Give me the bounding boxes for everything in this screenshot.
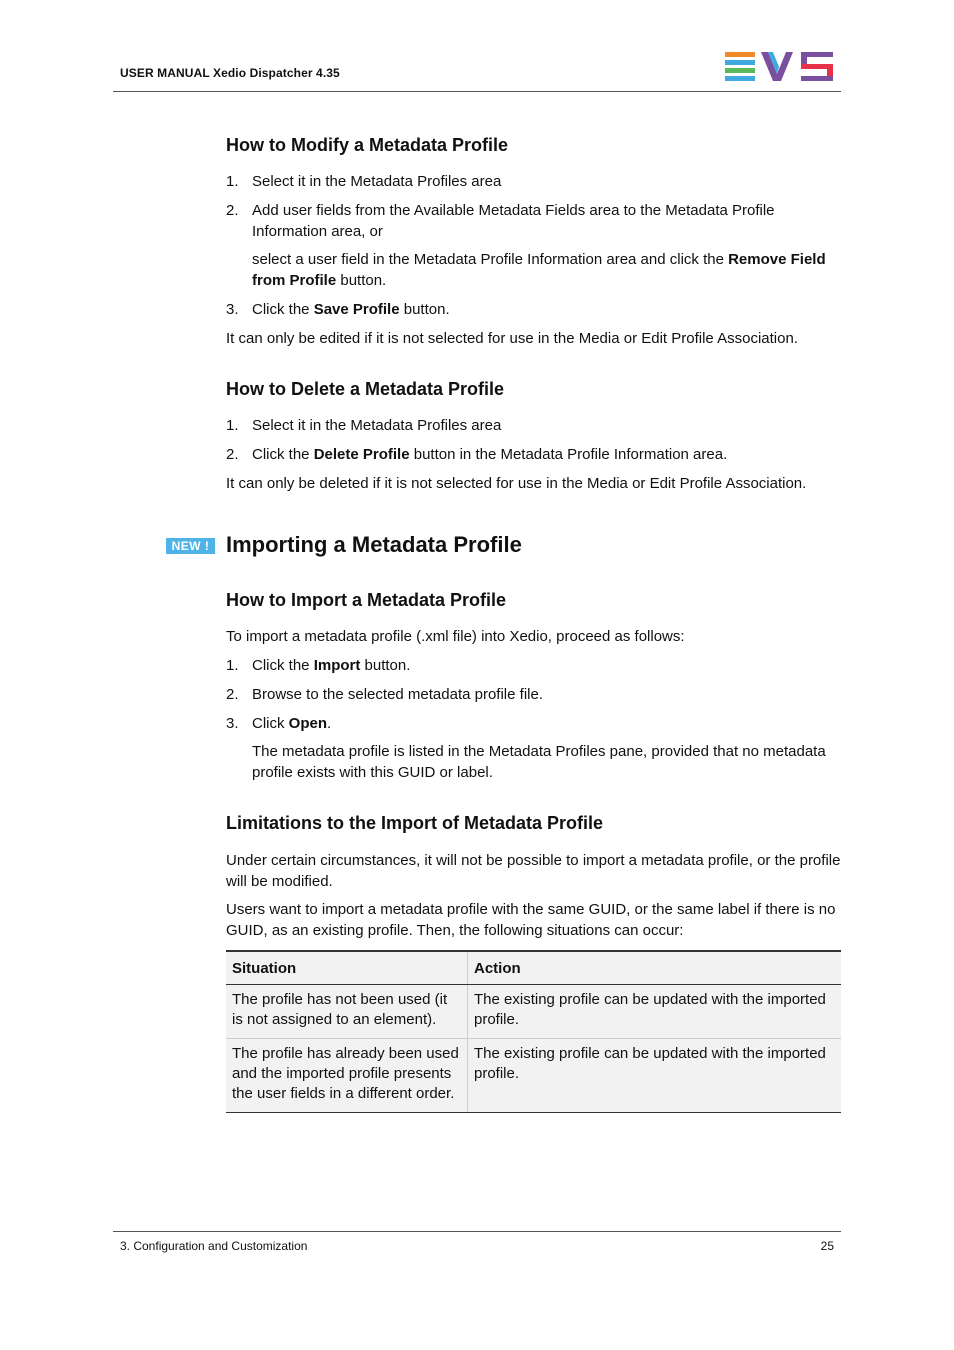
import-step-1: Click the Import button.	[252, 657, 411, 674]
page-number: 25	[820, 1239, 834, 1253]
table-cell: The existing profile can be updated with the imported profile.	[468, 1039, 842, 1113]
page-footer	[113, 1231, 841, 1253]
import-section-heading: Importing a Metadata Profile	[226, 532, 522, 557]
table-cell: The existing profile can be updated with the imported profile.	[468, 985, 842, 1039]
import-button-label: Import	[313, 657, 361, 674]
table-cell: The profile has not been used (it is not assigned to an element).	[226, 985, 468, 1039]
table-row	[226, 1039, 841, 1113]
table-row	[226, 985, 841, 1039]
page-header	[113, 0, 841, 92]
import-result: The metadata profile is listed in the Metadata Profiles pane, provided that no metadata profile exists with this GUID or label.	[252, 743, 826, 781]
table-header-action: Action	[468, 951, 842, 985]
delete-note: It can only be deleted if it is not selected for use in the Media or Edit Profile Association.	[226, 475, 807, 492]
header-title: USER MANUAL Xedio Dispatcher 4.35	[120, 66, 340, 80]
evs-logo	[725, 52, 835, 82]
modify-step-2: Add user fields from the Available Metadata Fields area to the Metadata Profile Information area, or	[252, 202, 775, 240]
table-header-row	[226, 951, 841, 985]
delete-step-2: Click the Delete Profile button in the Metadata Profile Information area.	[252, 446, 728, 463]
import-step-3: Click Open.	[252, 715, 332, 732]
import-heading: How to Import a Metadata Profile	[226, 590, 507, 610]
import-intro: To import a metadata profile (.xml file) into Xedio, proceed as follows:	[226, 628, 685, 645]
delete-heading: How to Delete a Metadata Profile	[226, 379, 505, 399]
modify-note: It can only be edited if it is not selected for use in the Media or Edit Profile Association.	[226, 330, 798, 347]
delete-profile-label: Delete Profile	[313, 446, 410, 463]
open-button-label: Open	[288, 715, 328, 732]
limitations-paragraph-2: Users want to import a metadata profile with the same GUID, or the same label if there is no GUID, as an existing profile. Then, the following situations can occur:	[226, 901, 836, 939]
import-step-2: Browse to the selected metadata profile file.	[252, 686, 543, 703]
modify-heading: How to Modify a Metadata Profile	[226, 135, 509, 155]
modify-step-1: Select it in the Metadata Profiles area	[252, 173, 502, 190]
delete-step-1: Select it in the Metadata Profiles area	[252, 417, 502, 434]
modify-step-3: Click the Save Profile button.	[252, 301, 450, 318]
table-header-situation: Situation	[226, 951, 468, 985]
modify-step-2-alt: select a user field in the Metadata Profile Information area and click the Remove Field from Profile button.	[252, 251, 826, 289]
save-profile-label: Save Profile	[313, 301, 400, 318]
table-cell: The profile has already been used and the imported profile presents the user fields in a different order.	[226, 1039, 468, 1113]
limitations-table	[226, 950, 841, 1113]
new-badge: NEW !	[166, 538, 215, 554]
limitations-paragraph-1: Under certain circumstances, it will not be possible to import a metadata profile, or the profile will be modified.	[226, 852, 841, 890]
limitations-heading: Limitations to the Import of Metadata Profile	[226, 813, 604, 833]
remove-field-label: Remove Field from Profile	[252, 251, 826, 289]
footer-section: 3. Configuration and Customization	[120, 1239, 308, 1253]
